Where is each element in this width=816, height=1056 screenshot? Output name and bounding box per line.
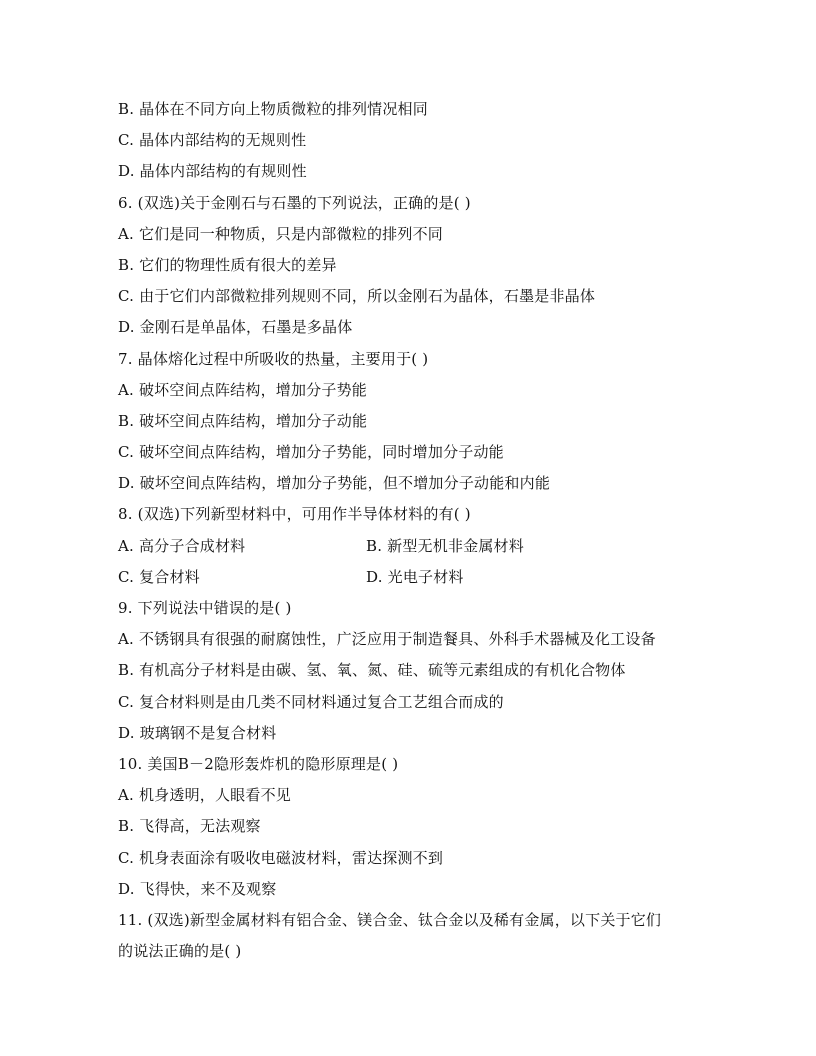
question-6: 6. (双选)关于金刚石与石墨的下列说法，正确的是( ) bbox=[118, 193, 471, 212]
option-5d: D. 晶体内部结构的有规则性 bbox=[118, 162, 307, 181]
option-8b: B. 新型无机非金属材料 bbox=[366, 536, 524, 555]
option-7c: C. 破坏空间点阵结构，增加分子势能，同时增加分子动能 bbox=[118, 443, 504, 462]
option-6a: A. 它们是同一种物质，只是内部微粒的排列不同 bbox=[118, 224, 443, 243]
question-9: 9. 下列说法中错误的是( ) bbox=[118, 599, 292, 617]
option-7b: B. 破坏空间点阵结构，增加分子动能 bbox=[118, 411, 368, 430]
option-9b: B. 有机高分子材料是由碳、氢、氧、氮、硅、硫等元素组成的有机化合物体 bbox=[118, 661, 626, 680]
option-7d: D. 破坏空间点阵结构，增加分子势能，但不增加分子动能和内能 bbox=[118, 474, 551, 493]
option-6c: C. 由于它们内部微粒排列规则不同，所以金刚石为晶体，石墨是非晶体 bbox=[118, 287, 596, 306]
option-10d: D. 飞得快，来不及观察 bbox=[118, 879, 277, 898]
option-8a: A. 高分子合成材料 bbox=[118, 536, 246, 555]
question-content bbox=[118, 94, 708, 967]
option-6b: B. 它们的物理性质有很大的差异 bbox=[118, 255, 337, 274]
option-9a: A. 不锈钢具有很强的耐腐蚀性，广泛应用于制造餐具、外科手术器械及化工设备 bbox=[118, 630, 656, 649]
options-8-row-2 bbox=[118, 562, 708, 593]
option-5b: B. 晶体在不同方向上物质微粒的排列情况相同 bbox=[118, 100, 428, 118]
option-9c: C. 复合材料则是由几类不同材料通过复合工艺组合而成的 bbox=[118, 692, 504, 711]
option-8c: C. 复合材料 bbox=[118, 567, 200, 586]
question-8: 8. (双选)下列新型材料中，可用作半导体材料的有( ) bbox=[118, 505, 471, 524]
question-10: 10. 美国B－2隐形轰炸机的隐形原理是( ) bbox=[118, 754, 399, 773]
option-7a: A. 破坏空间点阵结构，增加分子势能 bbox=[118, 380, 367, 399]
option-5c: C. 晶体内部结构的无规则性 bbox=[118, 131, 307, 150]
options-8-row-1 bbox=[118, 531, 708, 562]
option-10b: B. 飞得高，无法观察 bbox=[118, 817, 261, 836]
option-10c: C. 机身表面涂有吸收电磁波材料，雷达探测不到 bbox=[118, 848, 444, 867]
question-11-line-1: 11. (双选)新型金属材料有铝合金、镁合金、钛合金以及稀有金属，以下关于它们 bbox=[118, 910, 662, 929]
option-10a: A. 机身透明，人眼看不见 bbox=[118, 786, 291, 805]
option-9d: D. 玻璃钢不是复合材料 bbox=[118, 723, 277, 742]
question-11-line-2: 的说法正确的是( ) bbox=[118, 942, 242, 961]
option-6d: D. 金刚石是单晶体，石墨是多晶体 bbox=[118, 318, 353, 337]
option-8d: D. 光电子材料 bbox=[366, 567, 464, 586]
question-7: 7. 晶体熔化过程中所吸收的热量，主要用于( ) bbox=[118, 349, 429, 368]
